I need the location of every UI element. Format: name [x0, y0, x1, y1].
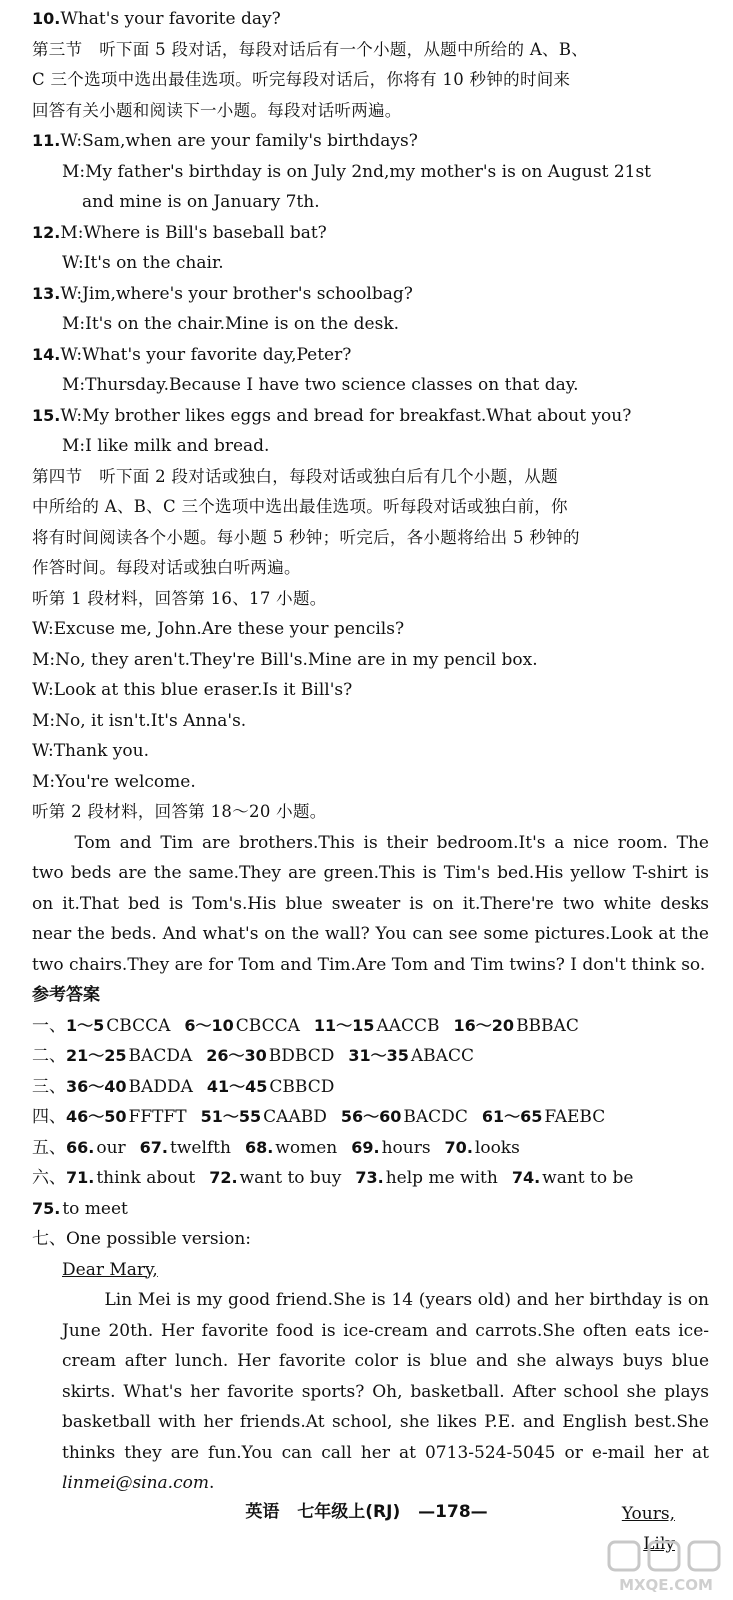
email-address: linmei@sina.com — [62, 1473, 209, 1493]
answer-range: 46～50 — [66, 1107, 127, 1126]
dialog-13: 13.W:Jim,where's your brother's schoolbag? — [32, 283, 413, 304]
answer-value: CBCCA — [106, 1015, 171, 1036]
dialog-12-line: W:It's on the chair. — [62, 253, 224, 273]
dialog-15-line: M:I like milk and bread. — [62, 436, 270, 456]
section3-line-1: 第三节 听下面 5 段对话，每段对话后有一个小题，从题中所给的 A、B、 — [32, 39, 589, 59]
answer-range: 75. — [32, 1198, 61, 1218]
answer-value: twelfth — [170, 1137, 231, 1158]
answer-row-prefix: 四、 — [32, 1107, 66, 1127]
watermark-text: MXQE.COM — [619, 1576, 713, 1594]
answer-value: women — [275, 1137, 338, 1158]
dialog-11-line: M:My father's birthday is on July 2nd,my mother's is on August 21st — [62, 161, 652, 182]
writing-salutation: Dear Mary, — [62, 1259, 158, 1280]
writing-closing: Yours, — [621, 1503, 675, 1524]
answer-range: 71. — [66, 1168, 95, 1187]
writing-body: Lin Mei is my good friend.She is 14 (years old) and her birthday is on June 20th. Her favorite food is ice-cream and carrots.She often eats ice-cream after lunch. Her favorite color is blue and she always buys blue skirts. What's her favorite sports? Oh, basketball. After school she plays basketball with her friends.At school, she likes P.E. and English best.She thinks they are fun.You can call her at 0713-524-5045 or e-mail her at linmei@sina.com. — [62, 1290, 709, 1493]
answer-range: 41～45 — [206, 1076, 268, 1096]
answer-range: 51～55 — [200, 1107, 262, 1126]
footer-grade: 七年级上(RJ) — [297, 1502, 401, 1522]
footer-page-number: —178— — [418, 1502, 488, 1522]
answer-value: BACDC — [403, 1107, 468, 1127]
dialog-11-line: and mine is on January 7th. — [82, 192, 320, 212]
answer-range: 68. — [244, 1137, 274, 1157]
answer-value: FAEBC — [544, 1107, 606, 1127]
material-1-line: M:No, they aren't.They're Bill's.Mine are in my pencil box. — [32, 649, 538, 670]
answer-range: 1～5 — [66, 1015, 105, 1035]
answer-value: CAABD — [263, 1107, 327, 1127]
footer-subject: 英语 — [245, 1502, 280, 1522]
answer-row — [32, 1041, 709, 1072]
material-1-line: M:No, it isn't.It's Anna's. — [32, 710, 247, 731]
material-1-line: W:Look at this blue eraser.Is it Bill's? — [32, 680, 353, 700]
answer-range: 6～10 — [184, 1015, 234, 1035]
answer-range: 70. — [444, 1137, 473, 1157]
section4-line-1: 第四节 听下面 2 段对话或独白，每段对话或独白后有几个小题，从题 — [32, 466, 558, 486]
answer-value: think about — [96, 1168, 196, 1188]
material-2-intro: 听第 2 段材料，回答第 18～20 小题。 — [32, 802, 327, 821]
section4-line-4: 作答时间。每段对话或独白听两遍。 — [32, 558, 301, 577]
answers-heading: 参考答案 — [32, 985, 100, 1005]
dialog-11: 11.W:Sam,when are your family's birthdays? — [32, 131, 418, 151]
answer-value: help me with — [385, 1168, 498, 1188]
answer-value: ABACC — [410, 1046, 474, 1066]
answer-value: our — [96, 1137, 126, 1158]
dialog-14: 14.W:What's your favorite day,Peter? — [32, 344, 352, 365]
answer-range: 56～60 — [340, 1107, 402, 1126]
answer-range: 61～65 — [481, 1107, 543, 1126]
answer-row — [32, 1133, 709, 1164]
answer-value: to meet — [62, 1198, 128, 1219]
answer-value: BADDA — [128, 1076, 193, 1097]
answer-range: 69. — [351, 1137, 380, 1157]
answer-range: 73. — [355, 1168, 384, 1187]
answer-value: looks — [474, 1137, 520, 1158]
section3-line-2: C 三个选项中选出最佳选项。听完每段对话后，你将有 10 秒钟的时间来 — [32, 70, 571, 89]
writing-signature: Lily — [643, 1534, 675, 1554]
question-10: 10.What's your favorite day? — [32, 9, 281, 29]
section3-line-3: 回答有关小题和阅读下一小题。每段对话听两遍。 — [32, 100, 402, 120]
answer-range: 31～35 — [348, 1046, 409, 1065]
dialog-12: 12.M:Where is Bill's baseball bat? — [32, 222, 327, 243]
answer-row-prefix: 六、 — [32, 1168, 66, 1188]
answer-value: CBBCD — [269, 1076, 335, 1097]
answer-value: want to be — [542, 1168, 634, 1188]
dialog-15: 15.W:My brother likes eggs and bread for breakfast.What about you? — [32, 405, 632, 426]
answer-value: CBCCA — [235, 1015, 300, 1036]
material-2-passage: Tom and Tim are brothers.This is their bedroom.It's a nice room. The two beds are the same.They are green.This is Tim's bed.His yellow T-shirt is on it.That bed is Tom's.His blue sweater is on it.There're two white desks near the beds. And what's on the wall? You can see some pictures.Look at the two chairs.They are for Tom and Tim.Are Tom and Tim twins? I don't think so. — [32, 832, 709, 975]
answer-value: AACCB — [376, 1015, 440, 1036]
answer-range: 72. — [209, 1168, 238, 1187]
answer-row-prefix: 三、 — [32, 1076, 66, 1097]
answer-row — [32, 1194, 709, 1225]
answer-range: 26～30 — [206, 1046, 267, 1065]
answer-range: 16～20 — [453, 1015, 515, 1035]
answer-value: FFTFT — [128, 1107, 187, 1127]
material-1-line: W:Thank you. — [32, 741, 149, 761]
answer-key — [32, 1011, 709, 1225]
answer-range: 11～15 — [313, 1015, 375, 1035]
answer-row-prefix: 一、 — [32, 1015, 66, 1036]
watermark-logo — [605, 1540, 727, 1596]
answer-range: 36～40 — [66, 1076, 127, 1096]
writing-intro: 七、One possible version: — [32, 1229, 251, 1249]
answer-row — [32, 1072, 709, 1103]
answer-range: 74. — [511, 1168, 541, 1187]
material-1-line: M:You're welcome. — [32, 771, 196, 792]
answer-value: BACDA — [128, 1046, 193, 1066]
answer-range: 66. — [66, 1137, 95, 1157]
dialog-14-line: M:Thursday.Because I have two science classes on that day. — [62, 375, 579, 395]
answer-row — [32, 1102, 709, 1133]
section4-line-2: 中所给的 A、B、C 三个选项中选出最佳选项。听每段对话或独白前，你 — [32, 497, 568, 516]
material-1-line: W:Excuse me, John.Are these your pencils? — [32, 619, 405, 639]
answer-value: want to buy — [239, 1168, 342, 1188]
answer-row — [32, 1163, 709, 1194]
answer-value: hours — [381, 1137, 431, 1158]
dialog-13-line: M:It's on the chair.Mine is on the desk. — [62, 314, 400, 334]
answer-row — [32, 1011, 709, 1042]
answer-value: BBBAC — [516, 1015, 579, 1036]
answer-range: 67. — [139, 1137, 168, 1157]
answer-value: BDBCD — [268, 1046, 335, 1066]
answer-row-prefix: 二、 — [32, 1046, 66, 1066]
section4-line-3: 将有时间阅读各个小题。每小题 5 秒钟；听完后，各小题将给出 5 秒钟的 — [32, 527, 580, 547]
answer-row-prefix: 五、 — [32, 1137, 66, 1158]
page-footer — [0, 1497, 733, 1522]
material-1-intro: 听第 1 段材料，回答第 16、17 小题。 — [32, 588, 327, 608]
answer-range: 21～25 — [66, 1046, 127, 1065]
